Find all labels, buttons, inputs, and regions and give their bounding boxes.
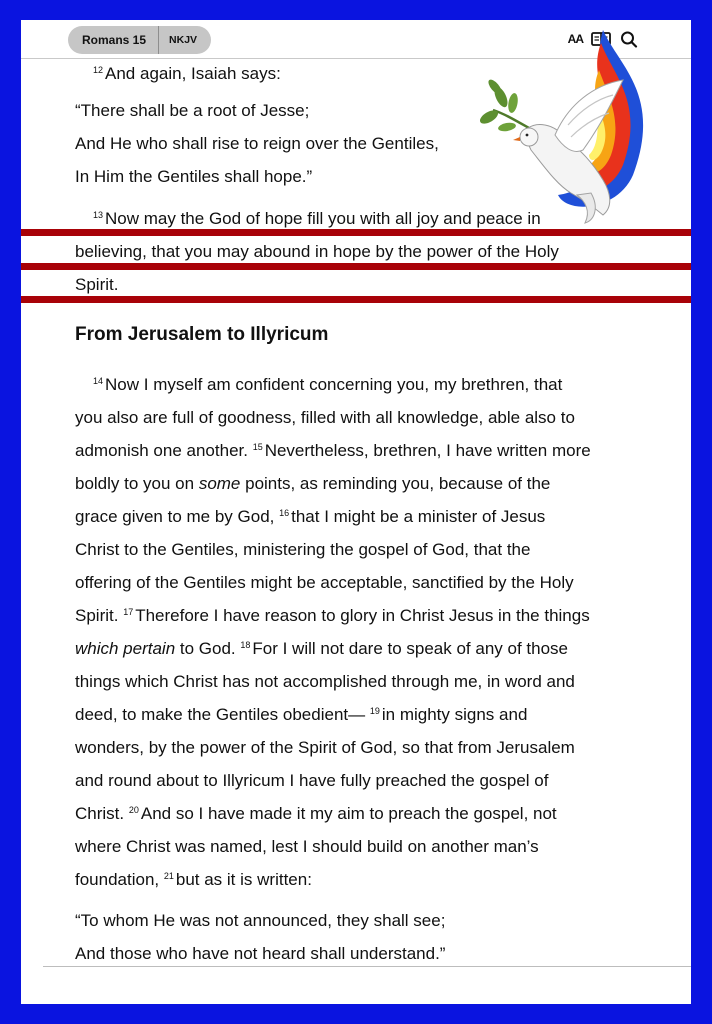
verse-line xyxy=(75,566,655,599)
verse-line xyxy=(75,731,655,764)
verse-line xyxy=(75,863,655,896)
quote-line: And those who have not heard shall understand.” xyxy=(75,944,446,963)
verse-line xyxy=(75,698,655,731)
verse-text: Therefore I have reason to glory in Christ Jesus in the things xyxy=(135,606,590,625)
passage-body xyxy=(75,368,655,896)
verse-line xyxy=(75,467,655,500)
italic-text: which pertain xyxy=(75,639,176,658)
quote-line: “To whom He was not announced, they shall see; xyxy=(75,911,446,930)
quote-line: And He who shall rise to reign over the Gentiles, xyxy=(75,134,439,153)
verse-text: And so I have made it my aim to preach the gospel, not xyxy=(140,804,557,823)
verse-text: you also are full of goodness, filled with all knowledge, able also to xyxy=(75,408,575,427)
verse-text: And again, Isaiah says: xyxy=(105,64,281,83)
verse-text: offering of the Gentiles might be acceptable, sanctified by the Holy xyxy=(75,573,574,592)
verse-number[interactable]: 19 xyxy=(369,706,380,716)
verse-text: Spirit. xyxy=(75,275,119,294)
book-chapter-button[interactable]: Romans 15 xyxy=(68,26,159,54)
verse-line xyxy=(75,368,655,401)
verse-text: Christ. xyxy=(75,804,129,823)
verse-number[interactable]: 17 xyxy=(123,607,134,617)
verse-line xyxy=(75,533,655,566)
verse-text: Now I myself am confident concerning you, my brethren, that xyxy=(105,375,563,394)
verse-12 xyxy=(75,57,655,90)
italic-text: some xyxy=(198,474,241,493)
verse-text: deed, to make the Gentiles obedient— xyxy=(75,705,370,724)
verse-line xyxy=(75,500,655,533)
chapter-version-selector[interactable] xyxy=(68,26,211,54)
verse-text: and round about to Illyricum I have fully preached the gospel of xyxy=(75,771,549,790)
verse-number[interactable]: 16 xyxy=(279,508,290,518)
verse-text: Nevertheless, brethren, I have written more xyxy=(264,441,591,460)
verse-text: Spirit. xyxy=(75,606,124,625)
verse-text: For I will not dare to speak of any of those xyxy=(252,639,569,658)
verse-number[interactable]: 14 xyxy=(93,376,104,386)
verse-text: Now may the God of hope fill you with all joy and peace in xyxy=(105,209,541,228)
verse-number[interactable]: 20 xyxy=(128,805,139,815)
verse-line xyxy=(75,764,655,797)
verse-line xyxy=(75,401,655,434)
quote-line: In Him the Gentiles shall hope.” xyxy=(75,167,313,186)
verse-line xyxy=(75,665,655,698)
verse-line xyxy=(75,830,655,863)
verse-line xyxy=(75,599,655,632)
verse-text: believing, that you may abound in hope by the power of the Holy xyxy=(75,242,559,261)
verse-text: things which Christ has not accomplished through me, in word and xyxy=(75,672,575,691)
verse-line xyxy=(75,632,655,665)
reader-page xyxy=(21,20,691,1004)
bottom-divider xyxy=(43,966,691,967)
verse-text: that I might be a minister of Jesus xyxy=(291,507,546,526)
verse-number[interactable]: 21 xyxy=(163,871,174,881)
verse-number[interactable]: 15 xyxy=(252,442,263,452)
verse-text: where Christ was named, lest I should build on another man’s xyxy=(75,837,539,856)
verse-text: to God. xyxy=(175,639,241,658)
poetry-quote xyxy=(75,904,655,970)
verse-number[interactable]: 13 xyxy=(93,210,104,220)
verse-text: in mighty signs and xyxy=(381,705,528,724)
verse-13[interactable] xyxy=(75,202,655,301)
quote-line: “There shall be a root of Jesse; xyxy=(75,101,310,120)
poetry-quote xyxy=(75,94,655,193)
verse-text: boldly to you on xyxy=(75,474,199,493)
section-heading: From Jerusalem to Illyricum xyxy=(75,324,329,345)
verse-number[interactable]: 12 xyxy=(93,65,104,75)
verse-text: foundation, xyxy=(75,870,164,889)
verse-text: points, as reminding you, because of the xyxy=(240,474,551,493)
verse-text: grace given to me by God, xyxy=(75,507,280,526)
verse-text: but as it is written: xyxy=(175,870,312,889)
verse-text: Christ to the Gentiles, ministering the gospel of God, that the xyxy=(75,540,531,559)
text-size-button[interactable]: AA xyxy=(567,32,583,46)
verse-text: wonders, by the power of the Spirit of God, so that from Jerusalem xyxy=(75,738,575,757)
version-button[interactable]: NKJV xyxy=(169,34,198,46)
verse-line xyxy=(75,434,655,467)
verse-line xyxy=(75,797,655,830)
verse-number[interactable]: 18 xyxy=(240,640,251,650)
verse-text: admonish one another. xyxy=(75,441,253,460)
